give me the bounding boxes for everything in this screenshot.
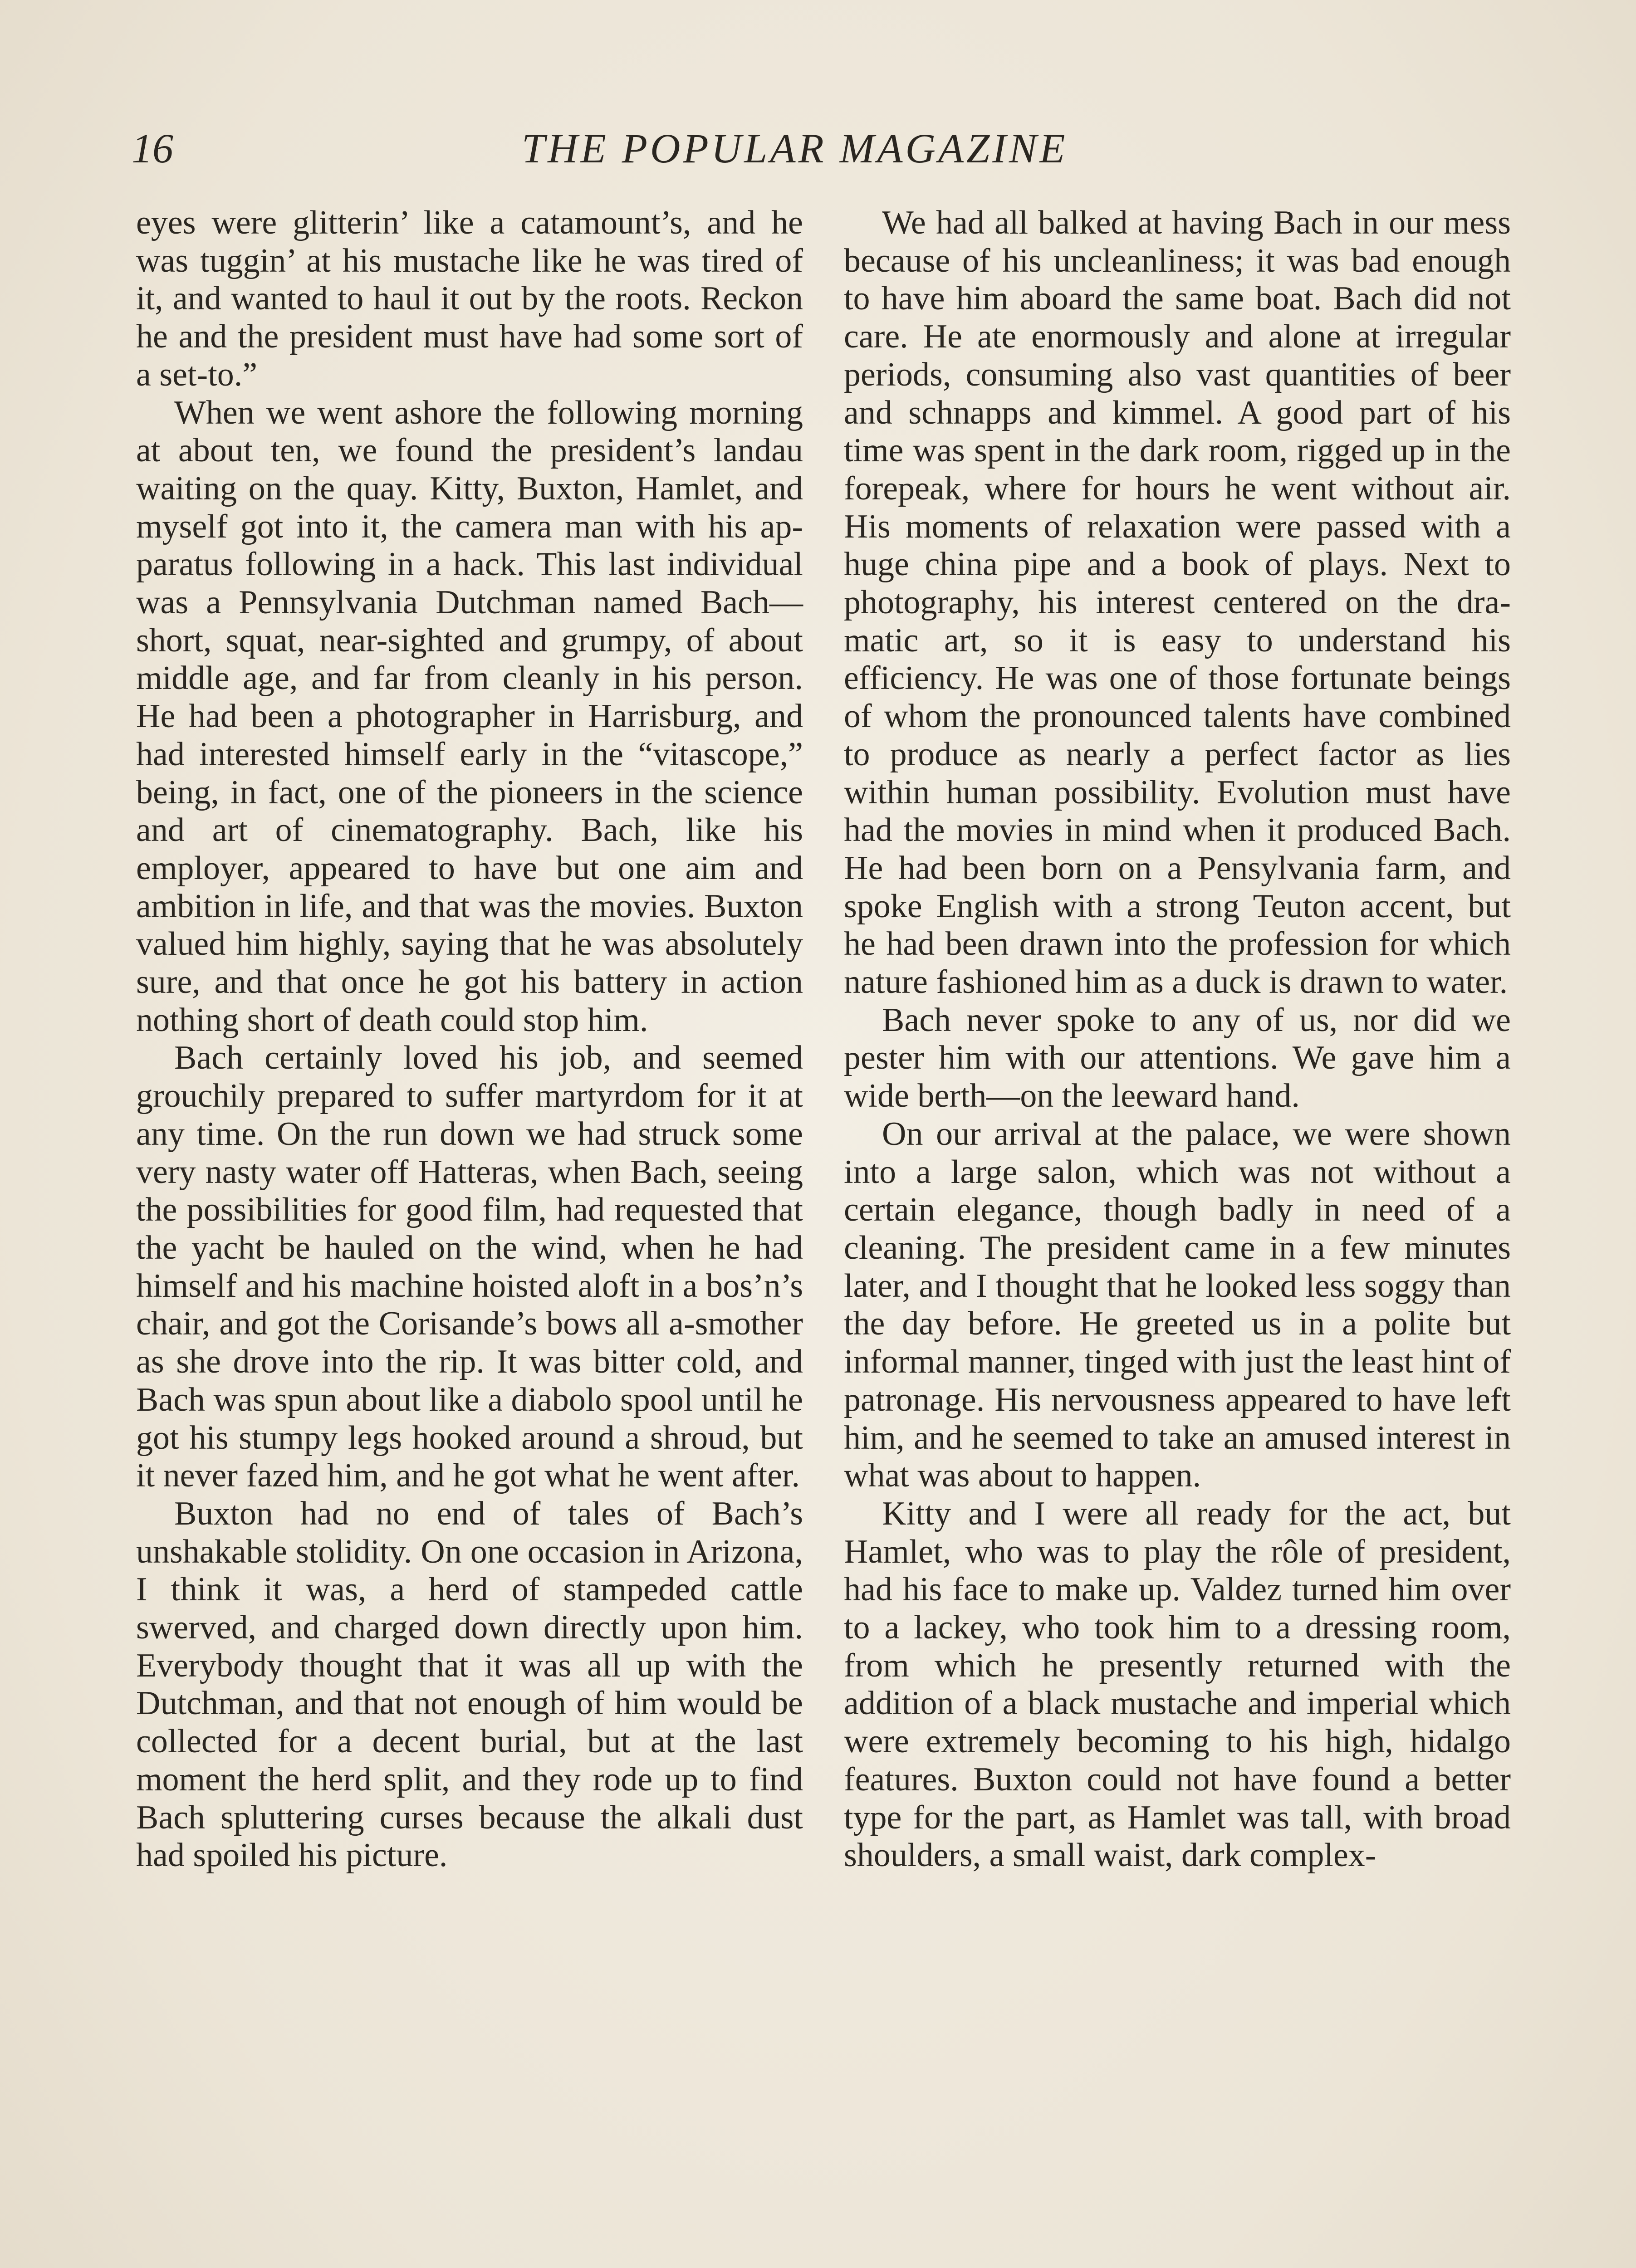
- paragraph: When we went ashore the following morning at about ten, we found the president’s landau waiting on the quay. Kitty, Buxton, Hamlet, and myself got into it, the camera man with his apparatus following in a hack. This last individual was a Pennsylvania Dutchman named Bach—short, squat, near-sighted and grumpy, of about middle age, and far from cleanly in his person. He had been a photographer in Harrisburg, and had interested himself early in the “vitascope,” being, in fact, one of the pioneers in the science and art of cinematography. Bach, like his employer, appeared to have but one aim and ambition in life, and that was the movies. Buxton valued him highly, saying that he was absolutely sure, and that once he got his battery in action nothing short of death could stop him.: [136, 394, 803, 1039]
- right-text-column: [844, 204, 1511, 1875]
- page-number: 16: [132, 125, 173, 171]
- paragraph: On our arrival at the palace, we were shown into a large salon, which was not without a certain elegance, though badly in need of a cleaning. The president came in a few minutes later, and I thought that he looked less soggy than the day before. He greeted us in a polite but informal manner, tinged with just the least hint of patronage. His nervousness appeared to have left him, and he seemed to take an amused interest in what was about to happen.: [844, 1115, 1511, 1495]
- paragraph: We had all balked at having Bach in our mess because of his uncleanliness; it was bad enough to have him aboard the same boat. Bach did not care. He ate enormously and alone at irregular periods, consuming also vast quantities of beer and schnapps and kimmel. A good part of his time was spent in the dark room, rigged up in the forepeak, where for hours he went without air. His moments of relaxation were passed with a huge china pipe and a book of plays. Next to photography, his interest centered on the dramatic art, so it is easy to understand his efficiency. He was one of those fortunate beings of whom the pronounced talents have combined to produce as nearly a perfect factor as lies within human possibility. Evolution must have had the movies in mind when it produced Bach. He had been born on a Pensylvania farm, and spoke English with a strong Teuton accent, but he had been drawn into the profession for which nature fashioned him as a duck is drawn to water.: [844, 204, 1511, 1001]
- paragraph: eyes were glitterin’ like a catamount’s, and he was tuggin’ at his mustache like he was tired of it, and wanted to haul it out by the roots. Reckon he and the president must have had some sort of a set-to.”: [136, 204, 803, 393]
- magazine-title: THE POPULAR MAGAZINE: [522, 125, 1068, 171]
- left-text-column: [136, 204, 803, 1875]
- paragraph: Bach certainly loved his job, and seemed grouchily prepared to suffer martyrdom for it at any time. On the run down we had struck some very nasty water off Hatteras, when Bach, seeing the possibilities for good film, had requested that the yacht be hauled on the wind, when he had himself and his machine hoisted aloft in a bos’n’s chair, and got the Corisande’s bows all a-smother as she drove into the rip. It was bitter cold, and Bach was spun about like a diabolo spool until he got his stumpy legs hooked around a shroud, but it never fazed him, and he got what he went after.: [136, 1039, 803, 1495]
- paragraph: Kitty and I were all ready for the act, but Hamlet, who was to play the rôle of president, had his face to make up. Valdez turned him over to a lackey, who took him to a dressing room, from which he presently returned with the addition of a black mustache and imperial which were extremely becoming to his high, hidalgo features. Buxton could not have found a better type for the part, as Hamlet was tall, with broad shoulders, a small waist, dark complex-: [844, 1495, 1511, 1874]
- running-header: [132, 119, 1116, 178]
- paragraph: Bach never spoke to any of us, nor did we pester him with our attentions. We gave him a wide berth—on the leeward hand.: [844, 1001, 1511, 1115]
- paragraph: Buxton had no end of tales of Bach’s unshakable stolidity. On one occasion in Arizona, I think it was, a herd of stampeded cattle swerved, and charged down directly upon him. Everybody thought that it was all up with the Dutchman, and that not enough of him would be collected for a decent burial, but at the last moment the herd split, and they rode up to find Bach spluttering curses because the alkali dust had spoiled his picture.: [136, 1495, 803, 1874]
